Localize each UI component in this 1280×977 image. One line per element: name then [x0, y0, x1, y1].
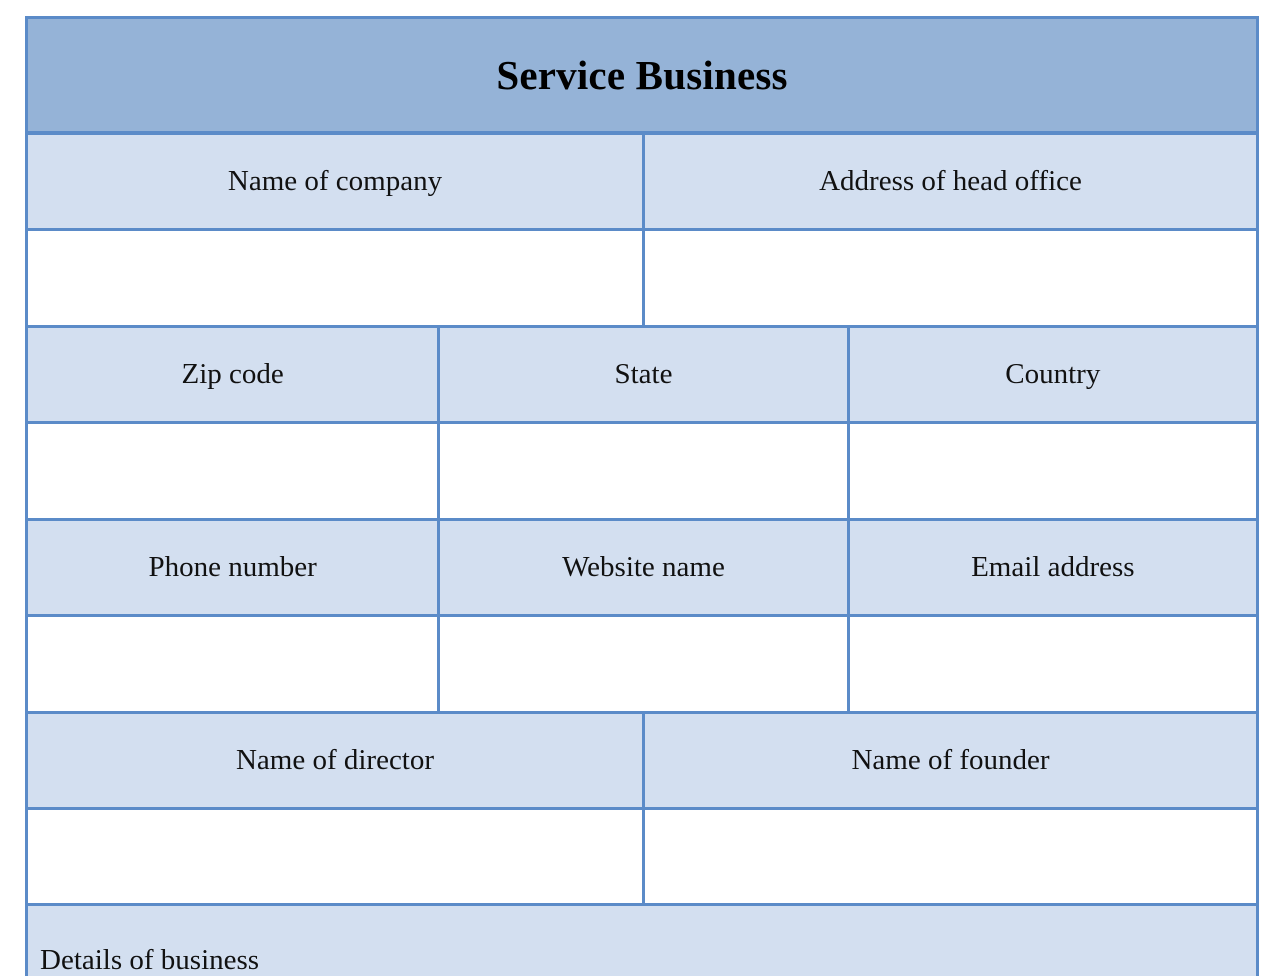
- details-of-business-section[interactable]: [28, 906, 1256, 976]
- label-name-of-director: Name of director: [28, 714, 642, 807]
- service-business-form: [25, 16, 1259, 976]
- state-field[interactable]: [437, 424, 846, 518]
- label-row-contact: [28, 521, 1256, 617]
- label-row-people: [28, 714, 1256, 810]
- label-address-of-head-office: Address of head office: [642, 135, 1256, 228]
- form-title-bar: [28, 19, 1256, 135]
- phone-number-field[interactable]: [28, 617, 437, 711]
- label-name-of-founder: Name of founder: [642, 714, 1256, 807]
- label-name-of-company: Name of company: [28, 135, 642, 228]
- name-of-director-field[interactable]: [28, 810, 642, 903]
- input-row-location: [28, 424, 1256, 521]
- input-row-company: [28, 231, 1256, 328]
- input-row-people: [28, 810, 1256, 906]
- email-address-field[interactable]: [847, 617, 1256, 711]
- label-state: State: [437, 328, 846, 421]
- name-of-founder-field[interactable]: [642, 810, 1256, 903]
- label-phone-number: Phone number: [28, 521, 437, 614]
- name-of-company-field[interactable]: [28, 231, 642, 325]
- country-field[interactable]: [847, 424, 1256, 518]
- address-of-head-office-field[interactable]: [642, 231, 1256, 325]
- label-zip-code: Zip code: [28, 328, 437, 421]
- website-name-field[interactable]: [437, 617, 846, 711]
- label-row-company: [28, 135, 1256, 231]
- label-country: Country: [847, 328, 1256, 421]
- label-row-location: [28, 328, 1256, 424]
- label-email-address: Email address: [847, 521, 1256, 614]
- zip-code-field[interactable]: [28, 424, 437, 518]
- label-details-of-business: Details of business: [40, 944, 260, 976]
- input-row-contact: [28, 617, 1256, 714]
- form-title: Service Business: [496, 52, 788, 98]
- label-website-name: Website name: [437, 521, 846, 614]
